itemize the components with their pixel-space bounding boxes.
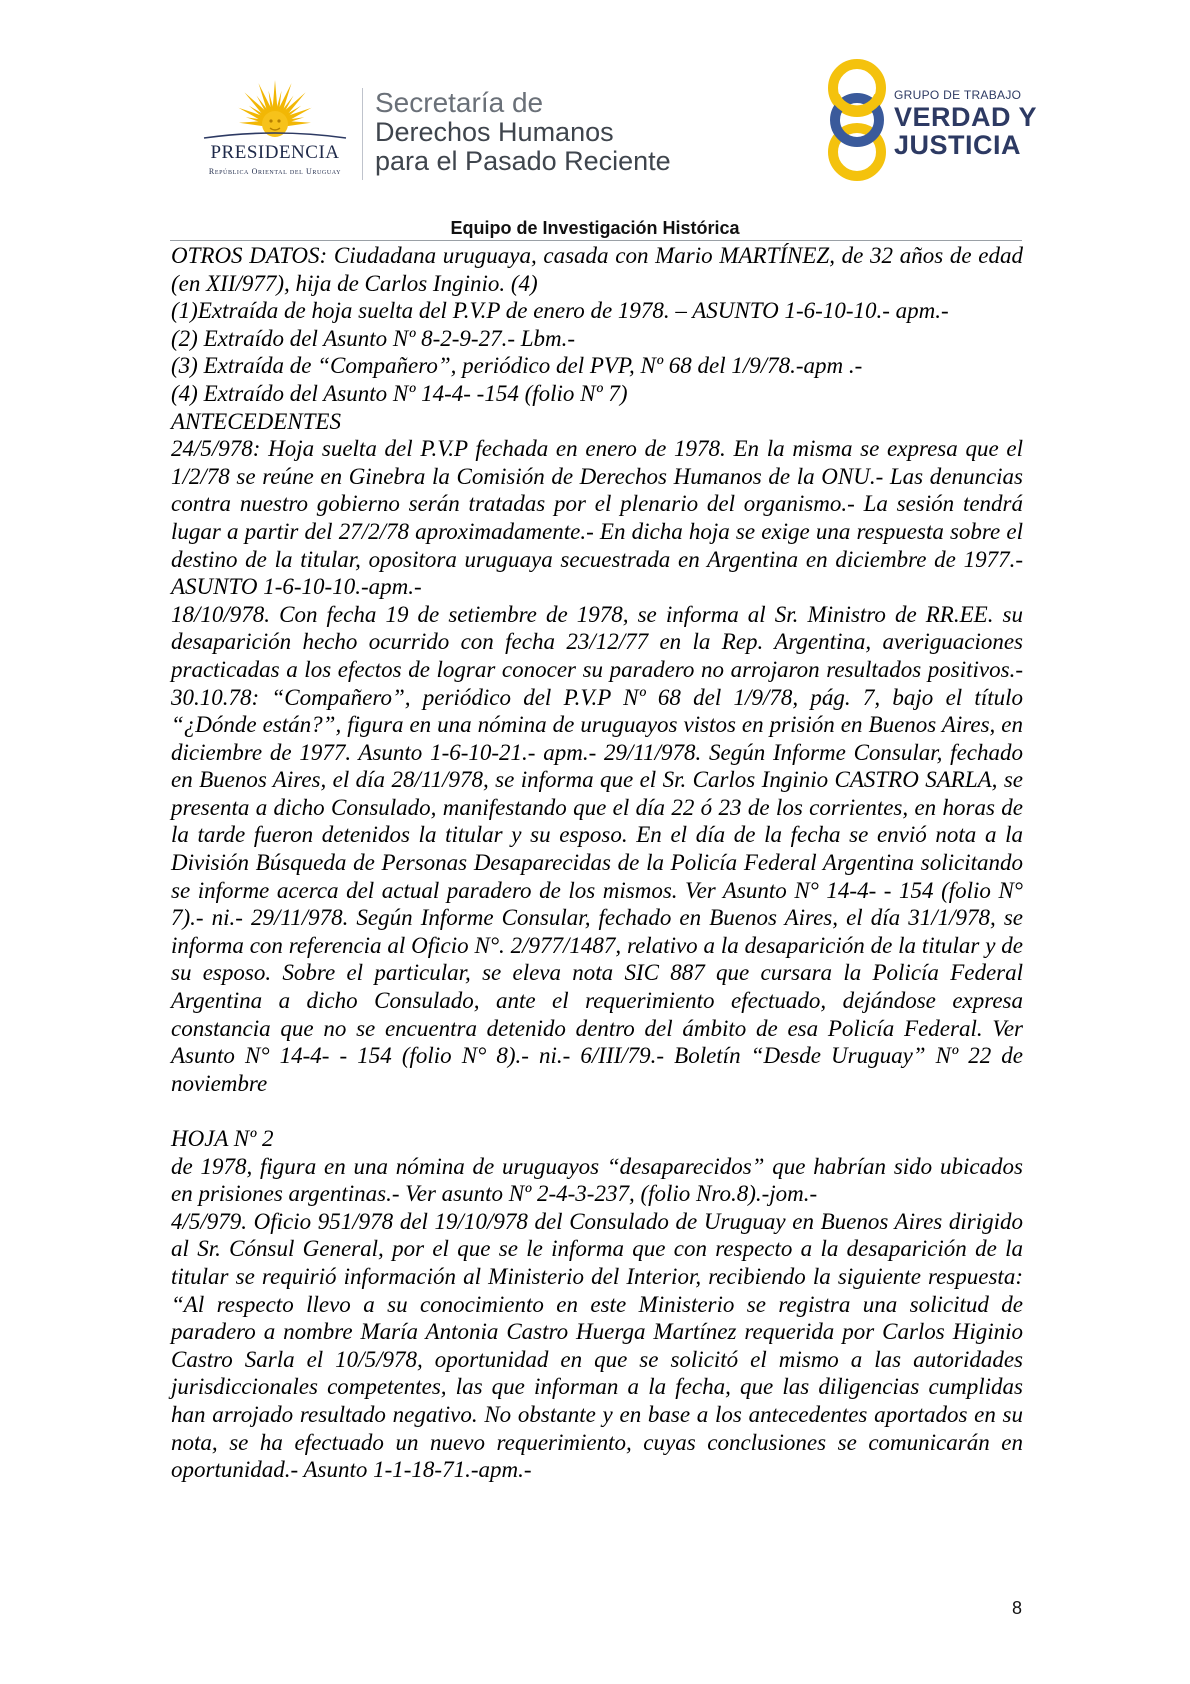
section-heading-antecedentes: ANTECEDENTES: [171, 408, 341, 434]
document-body: [171, 242, 1023, 1484]
paragraph-otros-datos: OTROS DATOS: Ciudadana uruguaya, casada con Mario MARTÍNEZ, de 32 años de edad (en XII/977), hija de Carlos Inginio. (4): [171, 243, 1023, 296]
page-header: [0, 0, 1190, 250]
paragraph-antecedente-1: 24/5/978: Hoja suelta del P.V.P fechada en enero de 1978. En la misma se expresa que el 1/2/78 se reúne en Ginebra la Comisión de Derechos Humanos de la ONU.- Las denuncias contra nuestro gobierno serán tratadas por el plenario del organismo.- La sesión tendrá lugar a partir del 27/2/78 aproximadamente.- En dicha hoja se exige una respuesta sobre el destino de la titular, opositora uruguaya secuestrada en Argentina en diciembre de 1977.- ASUNTO 1-6-10-10.-apm.-: [171, 436, 1023, 600]
blank-line: [171, 1097, 1023, 1125]
footnote-2: (2) Extraído del Asunto Nº 8-2-9-27.- Lbm.-: [171, 325, 576, 351]
rings-emblem-icon: [822, 56, 892, 186]
verdad-label: VERDAD Y: [894, 102, 1038, 132]
hoja-heading: HOJA Nº 2: [171, 1126, 274, 1151]
footnote-4: (4) Extraído del Asunto Nº 14-4- -154 (folio Nº 7): [171, 380, 628, 406]
secretaria-title: [375, 88, 671, 176]
presidencia-wordmark: PRESIDENCIA: [210, 142, 340, 163]
justicia-label: JUSTICIA: [894, 130, 1022, 160]
paragraph-hoja2-1: de 1978, figura en una nómina de uruguayos “desaparecidos” que habrían sido ubicados en prisiones argentinas.- Ver asunto Nº 2-4-3-237, (folio Nro.8).-jom.-: [171, 1153, 1023, 1207]
paragraph-hoja2-2: 4/5/979. Oficio 951/978 del 19/10/978 del Consulado de Uruguay en Buenos Aires dirigido al Sr. Cónsul General, por el que se le informa que con respecto a la desaparición de la titular se requirió información al Ministerio del Interior, recibiendo la siguiente respuesta: “Al respecto llevo a su conocimiento en este Ministerio se registra una solicitud de paradero a nombre María Antonia Castro Huerga Martínez requerida por Carlos Higinio Castro Sarla el 10/5/978, oportunidad en que se solicitó el mismo a las autoridades jurisdiccionales competentes, las que informan a la fecha, que las diligencias cumplidas han arrojado resultado negativo. No obstante y en base a los antecedentes aportados en su nota, se ha efectuado un nuevo requerimiento, cuyas conclusiones se comunicarán en oportunidad.- Asunto 1-1-18-71.-apm.-: [171, 1208, 1023, 1483]
presidencia-logo: [196, 76, 354, 186]
paragraph-antecedente-2: 18/10/978. Con fecha 19 de setiembre de 1978, se informa al Sr. Ministro de RR.EE. su desaparición hecho ocurrido con fecha 23/12/77 en la Rep. Argentina, averiguaciones practicadas a los efectos de lograr conocer su paradero no arrojaron resultados positivos.- 30.10.78: “Compañero”, periódico del P.V.P Nº 68 del 1/9/78, pág. 7, bajo el título “¿Dónde están?”, figura en una nómina de uruguayos vistos en prisión en Buenos Aires, en diciembre de 1977. Asunto 1-6-10-21.- apm.- 29/11/978. Según Informe Consular, fechado en Buenos Aires, el día 28/11/978, se informa que el Sr. Carlos Inginio CASTRO SARLA, se presenta a dicho Consulado, manifestando que el día 22 ó 23 de los corrientes, en horas de la tarde fueron detenidos la titular y su esposo. En el día de la fecha se envió nota a la División Búsqueda de Personas Desaparecidas de la Policía Federal Argentina solicitando se informe acerca del actual paradero de los mismos. Ver Asunto N° 14-4- - 154 (folio N° 7).- ni.- 29/11/978. Según Informe Consular, fechado en Buenos Aires, el día 31/1/978, se informa con referencia al Oficio N°. 2/977/1487, relativo a la desaparición de la titular y de su esposo. Sobre el particular, se eleva nota SIC 887 que cursara la Policía Federal Argentina a dicho Consulado, ante el requerimiento efectuado, dejándose expresa constancia que no se encuentra detenido dentro del ámbito de esa Policía Federal. Ver Asunto N° 14-4- - 154 (folio N° 8).- ni.- 6/III/79.- Boletín “Desde Uruguay” Nº 22 de noviembre: [171, 601, 1023, 1096]
secretaria-line3: para el Pasado Reciente: [375, 146, 671, 176]
footnote-1: (1)Extraída de hoja suelta del P.V.P de enero de 1978. – ASUNTO 1-6-10-10.- apm.-: [171, 298, 949, 324]
verdad-justicia-logo: [822, 56, 1072, 186]
grupo-label: GRUPO DE TRABAJO: [894, 88, 1022, 102]
footnote-3: (3) Extraída de “Compañero”, periódico del PVP, Nº 68 del 1/9/78.-apm .-: [171, 353, 863, 379]
header-rule: [170, 240, 1022, 241]
page-number: 8: [1012, 1598, 1023, 1618]
sun-emblem-icon: [196, 76, 354, 146]
header-divider: [362, 88, 363, 180]
team-title: Equipo de Investigación Histórica: [450, 218, 740, 238]
secretaria-line2: Derechos Humanos: [375, 117, 614, 147]
secretaria-line1: Secretaría de: [375, 87, 544, 118]
presidencia-subtitle: República Oriental del Uruguay: [208, 167, 342, 176]
